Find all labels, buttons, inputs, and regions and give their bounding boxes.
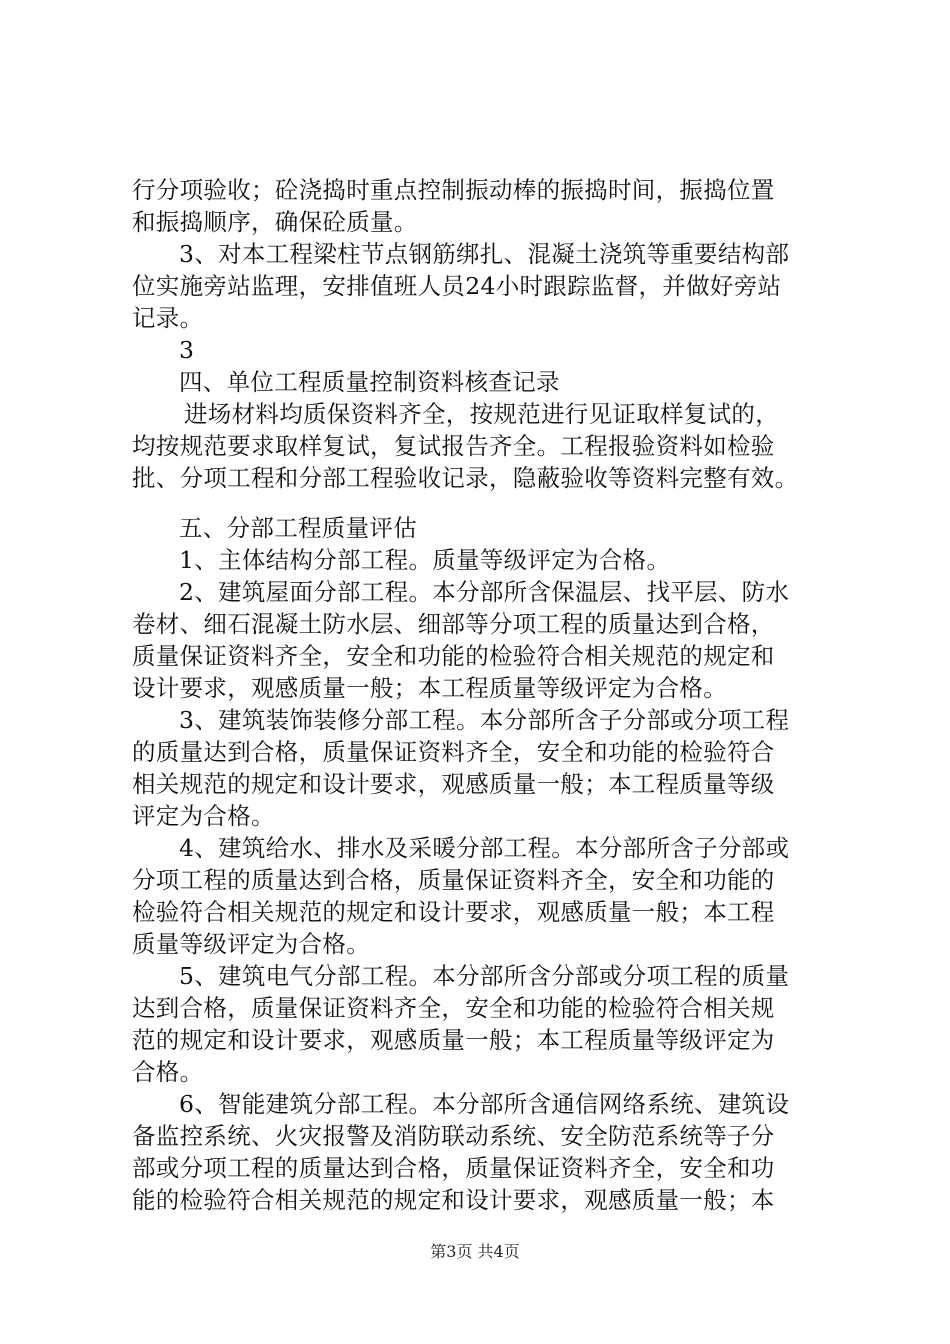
document-body bbox=[132, 174, 862, 1216]
text-line: 范的规定和设计要求，观感质量一般；本工程质量等级评定为 bbox=[132, 1026, 775, 1054]
text-line: 5、建筑电气分部工程。本分部所含分部或分项工程的质量 bbox=[179, 962, 790, 990]
paragraph-gap bbox=[132, 494, 862, 512]
text-line: 评定为合格。 bbox=[132, 802, 275, 830]
text-line: 3、建筑装饰装修分部工程。本分部所含子分部或分项工程 bbox=[179, 706, 790, 734]
text-line: 批、分项工程和分部工程验收记录，隐蔽验收等资料完整有效。 bbox=[132, 464, 799, 492]
text-line: 检验符合相关规范的规定和设计要求，观感质量一般；本工程 bbox=[132, 898, 775, 926]
page-footer: 第3页 共4页 bbox=[430, 1242, 520, 1261]
text-line: 达到合格，质量保证资料齐全，安全和功能的检验符合相关规 bbox=[132, 994, 775, 1022]
section-heading: 五、分部工程质量评估 bbox=[179, 514, 417, 542]
text-line: 均按规范要求取样复试，复试报告齐全。工程报验资料如检验 bbox=[132, 432, 775, 460]
text-line: 6、智能建筑分部工程。本分部所含通信网络系统、建筑设 bbox=[179, 1090, 790, 1118]
text-line: 质量保证资料齐全，安全和功能的检验符合相关规范的规定和 bbox=[132, 642, 775, 670]
text-line: 质量等级评定为合格。 bbox=[132, 930, 370, 958]
text-line: 备监控系统、火灾报警及消防联动系统、安全防范系统等子分 bbox=[132, 1122, 775, 1150]
text-line: 和振捣顺序，确保砼质量。 bbox=[132, 208, 418, 236]
text-line: 部或分项工程的质量达到合格，质量保证资料齐全，安全和功 bbox=[132, 1154, 775, 1182]
section-heading: 四、单位工程质量控制资料核查记录 bbox=[179, 368, 560, 396]
text-line: 设计要求，观感质量一般；本工程质量等级评定为合格。 bbox=[132, 674, 727, 702]
text-line: 的质量达到合格，质量保证资料齐全，安全和功能的检验符合 bbox=[132, 738, 775, 766]
text-line: 记录。 bbox=[132, 304, 204, 332]
text-line: 相关规范的规定和设计要求，观感质量一般；本工程质量等级 bbox=[132, 770, 775, 798]
text-line: 3、对本工程梁柱节点钢筋绑扎、混凝土浇筑等重要结构部 bbox=[179, 240, 790, 268]
text-line: 进场材料均质保资料齐全，按规范进行见证取样复试的， bbox=[184, 400, 779, 428]
text-line: 合格。 bbox=[132, 1058, 204, 1086]
text-line: 卷材、细石混凝土防水层、细部等分项工程的质量达到合格， bbox=[132, 610, 775, 638]
text-line: 能的检验符合相关规范的规定和设计要求，观感质量一般；本 bbox=[132, 1186, 775, 1214]
text-line: 2、建筑屋面分部工程。本分部所含保温层、找平层、防水 bbox=[179, 578, 790, 606]
text-line: 位实施旁站监理，安排值班人员24小时跟踪监督，并做好旁站 bbox=[132, 272, 782, 300]
page-number-inline: 3 bbox=[179, 336, 195, 364]
text-line: 1、主体结构分部工程。质量等级评定为合格。 bbox=[179, 546, 671, 574]
text-line: 分项工程的质量达到合格，质量保证资料齐全，安全和功能的 bbox=[132, 866, 775, 894]
text-line: 行分项验收；砼浇捣时重点控制振动棒的振捣时间，振捣位置 bbox=[132, 176, 775, 204]
text-line: 4、建筑给水、排水及采暖分部工程。本分部所含子分部或 bbox=[179, 834, 790, 862]
